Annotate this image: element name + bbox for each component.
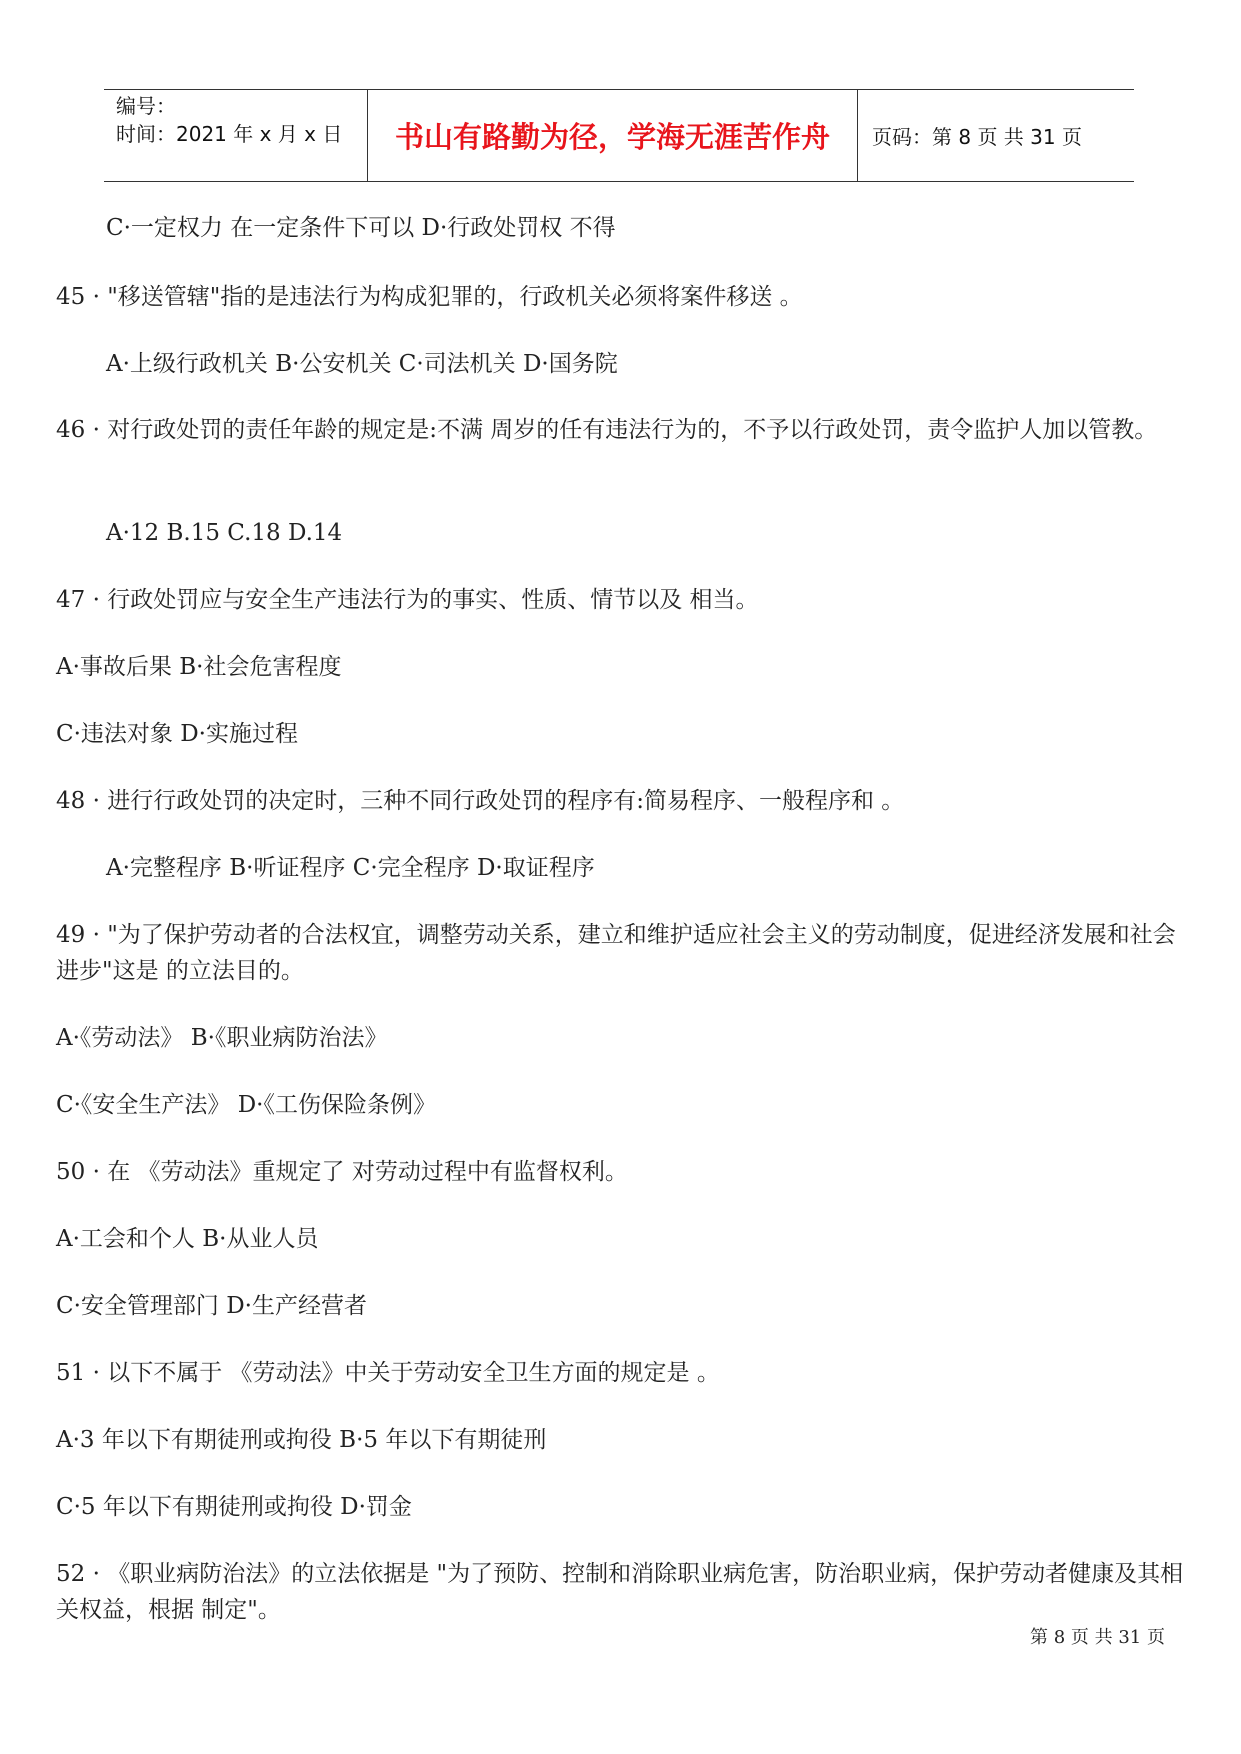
header-motto: 书山有路勤为径，学海无涯苦作舟 [368,90,858,181]
options-51-ab: A·3 年以下有期徒刑或拘役 B·5 年以下有期徒刑 [56,1427,547,1453]
options-46: A·12 B.15 C.18 D.14 [106,520,343,546]
number-label: 编号： [116,94,176,118]
page-footer: 第 8 页 共 31 页 [1030,1627,1165,1648]
options-48: A·完整程序 B·听证程序 C·完全程序 D·取证程序 [106,855,595,881]
options-49-ab: A·《劳动法》 B·《职业病防治法》 [56,1025,388,1051]
question-52: 52 · 《职业病防治法》的立法依据是 "为了预防、控制和消除职业病危害，防治职业病，保护劳动者健康及其相关权益，根据 制定"。 [56,1561,1184,1623]
question-49: 49 · "为了保护劳动者的合法权宜，调整劳动关系，建立和维护适应社会主义的劳动制度，促进经济发展和社会进步"这是 的立法目的。 [56,922,1176,984]
text-line: C·一定权力 在一定条件下可以 D·行政处罚权 不得 [106,215,616,241]
time-label: 时间：2021 年 x 月 x 日 [116,122,343,146]
options-51-cd: C·5 年以下有期徒刑或拘役 D·罚金 [56,1494,412,1520]
question-48: 48 · 进行行政处罚的决定时，三种不同行政处罚的程序有:简易程序、一般程序和 。 [56,788,905,814]
question-51: 51 · 以下不属于 《劳动法》中关于劳动安全卫生方面的规定是 。 [56,1360,720,1386]
question-45: 45 · "移送管辖"指的是违法行为构成犯罪的，行政机关必须将案件移送 。 [56,284,803,310]
options-47-ab: A·事故后果 B·社会危害程度 [56,654,342,680]
document-header [104,89,1134,182]
header-meta [104,90,368,181]
options-45: A·上级行政机关 B·公安机关 C·司法机关 D·国务院 [106,351,618,377]
question-47: 47 · 行政处罚应与安全生产违法行为的事实、性质、情节以及 相当。 [56,587,759,613]
options-50-cd: C·安全管理部门 D·生产经营者 [56,1293,367,1319]
header-page-label: 页码：第 8 页 共 31 页 [872,125,1082,149]
question-46: 46 · 对行政处罚的责任年龄的规定是:不满 周岁的任有违法行为的，不予以行政处罚，责令监护人加以管教。 [56,417,1158,443]
options-50-ab: A·工会和个人 B·从业人员 [56,1226,319,1252]
question-50: 50 · 在 《劳动法》重规定了 对劳动过程中有监督权利。 [56,1159,628,1185]
options-47-cd: C·违法对象 D·实施过程 [56,721,298,747]
options-49-cd: C·《安全生产法》 D·《工伤保险条例》 [56,1092,436,1118]
